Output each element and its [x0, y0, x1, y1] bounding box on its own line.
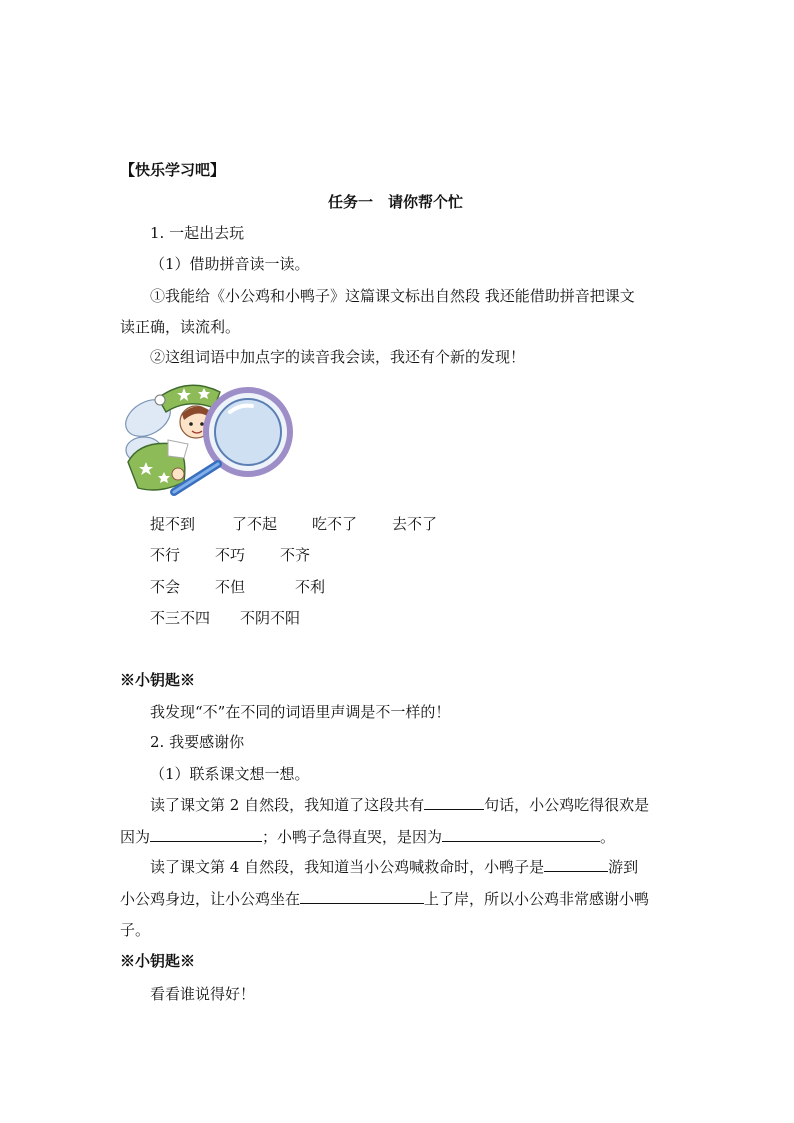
text: 读了课文第 2 自然段，我知道了这段共有	[150, 796, 425, 814]
text: ；小鸭子急得直哭，是因为	[262, 828, 443, 846]
key-text: 看看谁说得好！	[150, 985, 256, 1003]
word: 吃不了	[312, 515, 358, 533]
key-title: ※小钥匙※	[120, 671, 196, 689]
q2-sub: （1）联系课文想一想。	[150, 765, 310, 783]
word: 不巧	[215, 546, 246, 564]
q1-item1-line1: ①我能给《小公鸡和小鸭子》这篇课文标出自然段 我还能借助拼音把课文	[150, 287, 635, 305]
q2-heading: 2. 我要感谢你	[150, 733, 245, 751]
q2-p2-line3: 子。	[120, 921, 151, 939]
word: 去不了	[392, 515, 438, 533]
key-title: ※小钥匙※	[120, 952, 196, 970]
text: 读了课文第 4 自然段，我知道当小公鸡喊救命时，小鸭子是	[150, 858, 545, 876]
q1-sub: （1）借助拼音读一读。	[150, 255, 310, 273]
text: 句话，小公鸡吃得很欢是	[484, 796, 650, 814]
task-title: 任务一 请你帮个忙	[328, 193, 464, 211]
word: 不但	[215, 578, 246, 596]
text: 游到	[608, 858, 639, 876]
q1-item1-line2: 读正确，读流利。	[120, 318, 241, 336]
q2-p1-line1	[150, 795, 649, 815]
text: 上了岸，所以小公鸡非常感谢小鸭	[424, 890, 650, 908]
text: 因为	[120, 828, 151, 846]
fill-blank[interactable]	[442, 827, 600, 842]
word: 不利	[295, 578, 326, 596]
q2-p2-line1	[150, 857, 638, 877]
q2-p2-line2	[120, 889, 649, 909]
fill-blank[interactable]	[150, 827, 262, 842]
word: 不齐	[280, 546, 311, 564]
word: 了不起	[232, 515, 278, 533]
word: 不阴不阳	[240, 609, 301, 627]
word: 捉不到	[150, 515, 196, 533]
text: 小公鸡身边，让小公鸡坐在	[120, 890, 301, 908]
word: 不行	[150, 546, 181, 564]
fill-blank[interactable]	[544, 857, 608, 872]
magnifying-glass-fairy-icon	[118, 378, 298, 504]
word: 不三不四	[150, 609, 211, 627]
key-text: 我发现“不”在不同的词语里声调是不一样的！	[150, 703, 451, 721]
fill-blank[interactable]	[424, 795, 484, 810]
text: 。	[600, 828, 616, 846]
fill-blank[interactable]	[300, 889, 424, 904]
section-title: 【快乐学习吧】	[120, 161, 226, 179]
q1-item2: ②这组词语中加点字的读音我会读，我还有个新的发现！	[150, 348, 526, 366]
word: 不会	[150, 578, 181, 596]
q1-heading: 1. 一起出去玩	[150, 224, 245, 242]
q2-p1-line2	[120, 827, 615, 847]
